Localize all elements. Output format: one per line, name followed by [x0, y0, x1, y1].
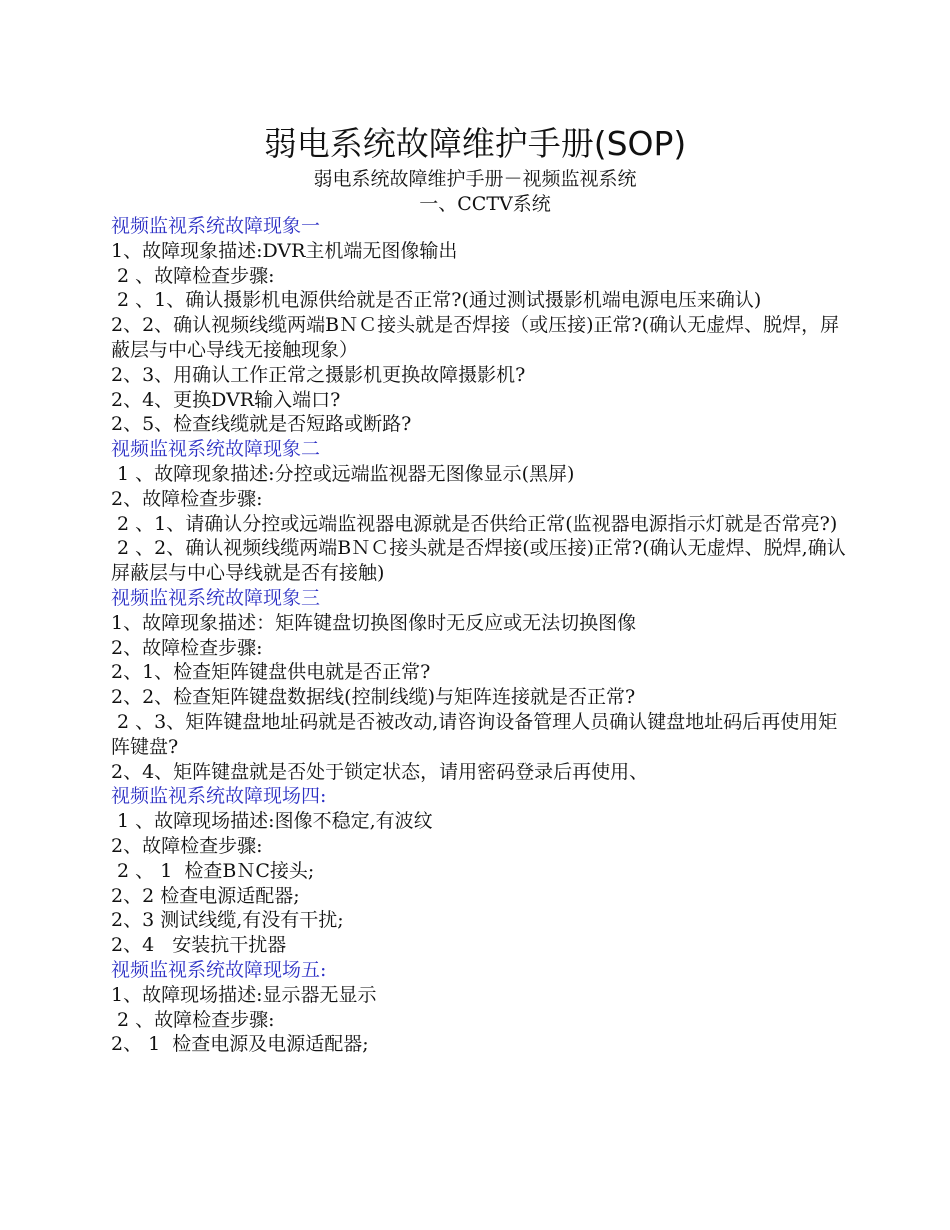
body-line: 1、故障现象描述:DVR主机端无图像输出: [111, 239, 458, 262]
document-title: 弱电系统故障维护手册(SOP): [263, 124, 687, 163]
body-line: 2 、1、确认摄影机电源供给就是否正常?(通过测试摄影机端电源电压来确认): [111, 289, 762, 312]
body-line: 2、 1 检查电源及电源适配器;: [111, 1033, 369, 1056]
body-line: 2、2 检查电源适配器;: [111, 884, 300, 907]
body-line: 2、3、用确认工作正常之摄影机更换故障摄影机?: [111, 363, 526, 386]
body-line: 2、故障检查步骤:: [111, 487, 263, 510]
body-line: 2、故障检查步骤:: [111, 834, 263, 857]
body-line: 1 、故障现场描述:图像不稳定,有波纹: [111, 810, 433, 833]
body-line: 2、2、检查矩阵键盘数据线(控制线缆)与矩阵连接就是否正常?: [111, 686, 636, 709]
body-line: 2、故障检查步骤:: [111, 636, 263, 659]
body-line: 2、3 测试线缆,有没有干扰;: [111, 909, 344, 932]
document-subtitle: 弱电系统故障维护手册－视频监视系统: [313, 168, 637, 190]
body-line: 2、2、确认视频线缆两端BＮＣ接头就是否焊接（或压接)正常?(确认无虚焊、脱焊，屏蔽层与中心导线无接触现象）: [111, 314, 840, 361]
document-body: [111, 214, 846, 1057]
body-line: 2 、3、矩阵键盘地址码就是否被改动,请咨询设备管理人员确认键盘地址码后再使用矩阵键盘?: [111, 710, 838, 758]
body-line: 2、4、矩阵键盘就是否处于锁定状态，请用密码登录后再使用、: [111, 760, 649, 783]
body-line: 2 、 1 检查BＮC接头;: [111, 859, 315, 882]
body-line: 1 、故障现象描述:分控或远端监视器无图像显示(黑屏): [111, 462, 575, 485]
body-line: 2 、故障检查步骤:: [111, 264, 275, 287]
body-line: 2 、2、确认视频线缆两端BＮＣ接头就是否焊接(或压接)正常?(确认无虚焊、脱焊,确认屏蔽层与中心导线就是否有接触): [111, 537, 846, 585]
body-line: 2、4、更换DVR输入端口?: [111, 388, 341, 411]
body-line: 2、1、检查矩阵键盘供电就是否正常?: [111, 661, 431, 684]
section-subheading: 视频监视系统故障现象三: [111, 586, 321, 609]
section-subheading: 视频监视系统故障现场四:: [111, 785, 327, 808]
body-line: 2 、1、请确认分控或远端监视器电源就是否供给正常(监视器电源指示灯就是否常亮?): [111, 512, 838, 535]
body-line: 2、4 安装抗干扰器: [111, 934, 287, 957]
section-subheading: 视频监视系统故障现象二: [111, 438, 321, 461]
body-line: 2、5、检查线缆就是否短路或断路?: [111, 413, 412, 436]
section-subheading: 视频监视系统故障现象一: [111, 215, 321, 237]
body-line: 1、故障现场描述:显示器无显示: [111, 983, 377, 1006]
body-line: 2 、故障检查步骤:: [111, 1008, 275, 1031]
section-subheading: 视频监视系统故障现场五:: [111, 958, 327, 981]
body-line: 1、故障现象描述：矩阵键盘切换图像时无反应或无法切换图像: [111, 611, 637, 634]
section-heading: 一、CCTV系统: [419, 193, 551, 215]
